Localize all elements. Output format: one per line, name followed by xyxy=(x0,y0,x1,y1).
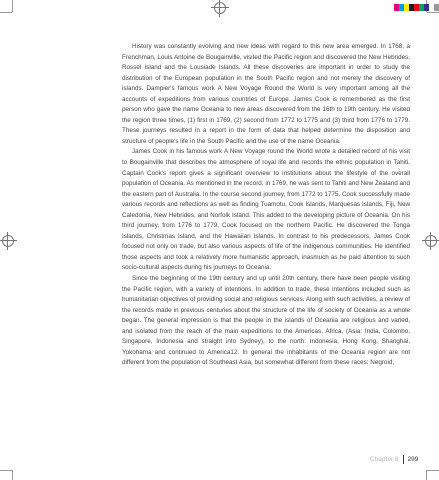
color-bar xyxy=(394,4,439,11)
page-number: 299 xyxy=(407,456,419,464)
footer-divider xyxy=(403,455,404,464)
chapter-label: Chapter 8 xyxy=(370,456,399,464)
crop-mark-bottom-right-v xyxy=(426,470,427,480)
crop-mark-bottom-left-h xyxy=(0,470,12,471)
paragraph-2: James Cook in his famous work A New Voyage round the World wrote a detailed record of his visit to Bougainville that describes the atmosphere of royal life and records the ethnic population in Tahiti. Captain Cook's report gives a significant overview to institutions about the lifestyle of the overall population of Oceania. As mentioned in the record, in 1769, he was sent to Tahiti and New Zealand and the eastern part of Australia. In the course second journey, from 1772 to 1775, Cook successfully made various records and reflections as well as finding Tuamotu, Cook Islands, Marquesas Islands, Fiji, New Caledonia, New Hebrides, and Norfolk Island. This added to the developing picture of Oceania. On his third journey, from 1776 to 1779, Cook focused on the northern Pacific. He discovered the Tonga Islands, Christmas Island, and the Hawaiian Islands. In contrast to his predecessors, James Cook focused not only on trade, but also various aspects of life of the indigenous communities. He identified those aspects and took a relatively more humanistic approach, inasmuch as he paid attention to such socio-cultural aspects during his journeys to Oceania. xyxy=(122,148,410,272)
crop-mark-bottom-left-v xyxy=(12,470,13,480)
registration-mark-right xyxy=(425,235,437,247)
body-text xyxy=(122,42,410,369)
paragraph-1: History was constantly evolving and new ideas with regard to this new area emerged. In 1768, a Frenchman, Louis Antoine de Bougainville, visited the Pacific region and discovered the New Hebrides, Rossel Island and the Lousiade Islands. All these discoveries are important in order to study the distribution of the European population in the South Pacific region and not merely the discovery of islands. Dampier's famous work A New Voyage Round the World is very important among all the accounts of expeditions from various countries of Europe. James Cook is remembered as the first person who gave the name Oceania to new areas discovered from the 16th to 19th century. He visited the region three times, (1) first in 1769, (2) second from 1772 to 1775 and (3) third from 1776 to 1779. These journeys resulted in a report in the form of data that helped determine the disposition and structure of people's life in the South Pacific and the use of the name Oceania. xyxy=(122,43,410,145)
paragraph-3: Since the beginning of the 19th century and up until 20th century, there have been people visiting the Pacific region, with a variety of intentions. In addition to trade, these intentions included such as humanitarian objectives of providing social and religious services. Along with such activities, a review of the records made in previous centuries about the structure of the life of society of Oceania as a whole began. The general impression is that the people in the islands of Oceania are religious and varied, and isolated from the reach of the main expeditions to the Americas, Africa, (Asia: India, Colombo, Singapore, Indonesia and straight into Sydney), to the north: Indonesia, Hong Kong, Shanghai, Yokohama and continued to America12. In general the inhabitants of the Oceania region are not different from the population of Southeast Asia, but somewhat different from these races: Negroid, xyxy=(122,275,410,367)
crop-mark-bottom-right-h xyxy=(427,470,439,471)
crop-mark-top-left-h xyxy=(0,12,12,13)
registration-mark-left xyxy=(2,235,14,247)
crop-mark-top-right-h xyxy=(427,12,439,13)
crop-mark-top-left-v xyxy=(12,0,13,12)
registration-mark-top xyxy=(214,2,226,14)
page-footer xyxy=(370,455,418,464)
